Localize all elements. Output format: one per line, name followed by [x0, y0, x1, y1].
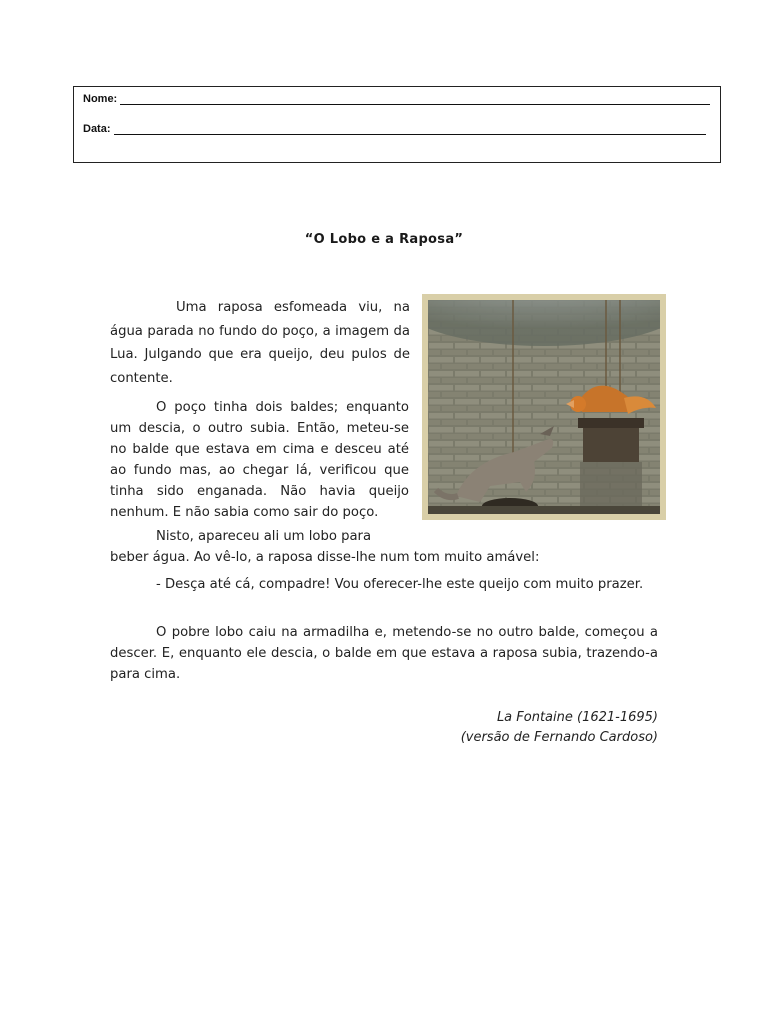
name-label: Nome: [83, 93, 118, 105]
date-line[interactable] [114, 123, 706, 135]
paragraph-3-end: beber água. Ao vê-lo, a raposa disse-lhe num tom muito amável: [110, 550, 540, 565]
attribution-version: (versão de Fernando Cardoso) [460, 730, 658, 745]
attribution [461, 708, 658, 748]
story-title: “O Lobo e a Raposa” [304, 232, 464, 247]
date-field[interactable] [83, 123, 706, 135]
date-label: Data: [83, 123, 111, 135]
well-scene-image [428, 300, 660, 514]
student-info-box [73, 86, 721, 163]
name-field[interactable] [83, 93, 710, 105]
paragraph-2: O poço tinha dois baldes; enquanto um descia, o outro subia. Então, meteu-se no balde que estava em cima e desceu até ao fundo mas, ao chegar lá, verificou que tinha sido enganada. Não havia queijo nenhum. E não sabia como sair do poço. [110, 400, 409, 520]
paragraph-4: - Desça até cá, compadre! Vou oferecer-lhe este queijo com muito prazer. [156, 577, 644, 592]
well-illustration [422, 294, 666, 520]
paragraph-3-start: Nisto, apareceu ali um lobo para [156, 529, 372, 544]
attribution-author: La Fontaine (1621-1695) [496, 710, 658, 725]
paragraph-1: Uma raposa esfomeada viu, na água parada no fundo do poço, a imagem da Lua. Julgando que era queijo, deu pulos de contente. [110, 300, 410, 386]
name-line[interactable] [120, 93, 710, 105]
paragraph-5: O pobre lobo caiu na armadilha e, metendo-se no outro balde, começou a descer. E, enquanto ele descia, o balde em que estava a raposa subia, trazendo-a para cima. [110, 625, 658, 682]
